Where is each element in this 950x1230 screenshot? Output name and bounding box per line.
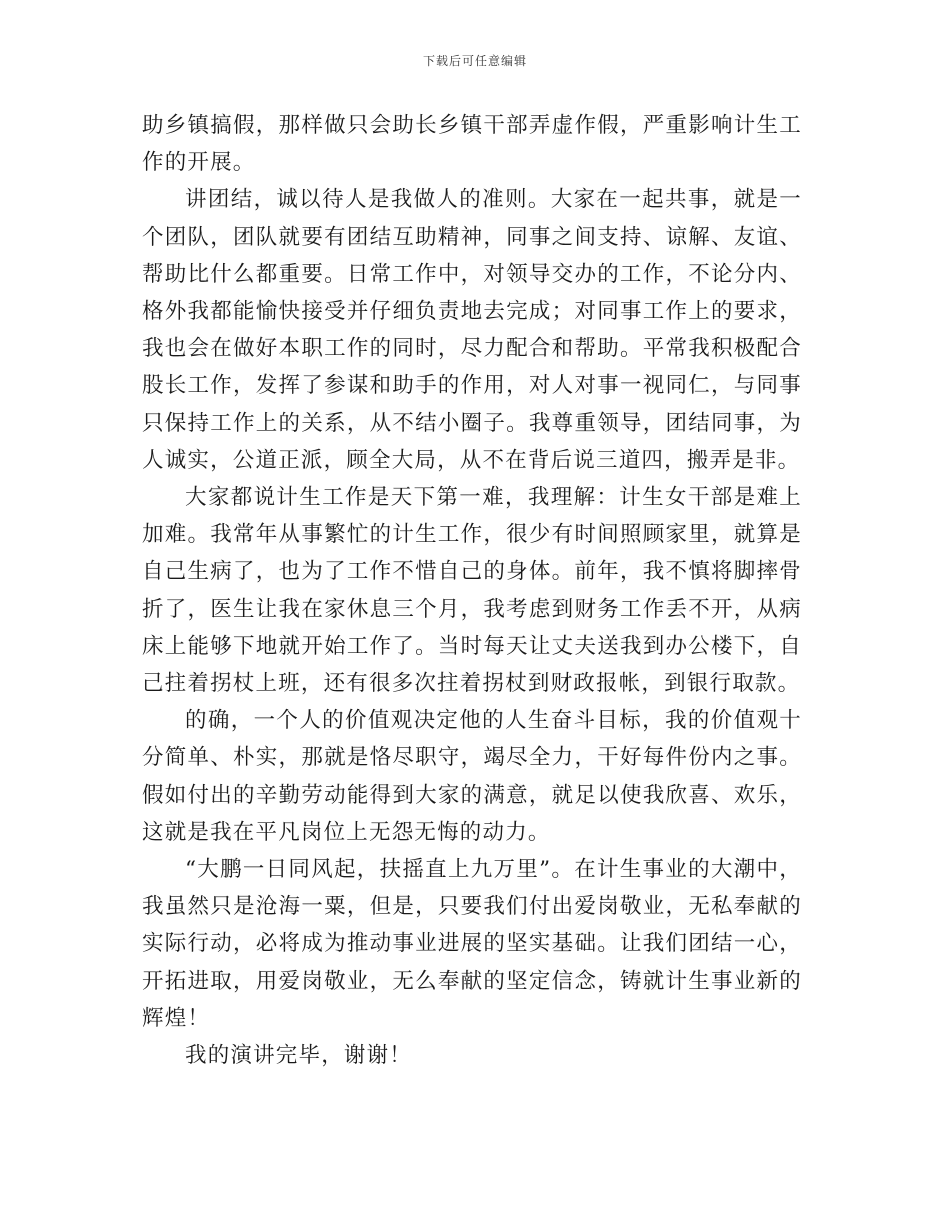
paragraph-5: “大鹏一日同风起，扶摇直上九万里”。在计生事业的大潮中，我虽然只是沧海一粟，但是，只要我们付出爱岗敬业，无私奉献的实际行动，必将成为推动事业进展的坚实基础。让我们团结一心，开拓进取，用爱岗敬业，无么奉献的坚定信念，铸就计生事业新的辉煌！ [142, 857, 802, 1031]
paragraph-3: 大家都说计生工作是天下第一难，我理解：计生女干部是难上加难。我常年从事繁忙的计生工作，很少有时间照顾家里，就算是自己生病了，也为了工作不惜自己的身体。前年，我不慎将脚摔骨折了，医生让我在家休息三个月，我考虑到财务工作丢不开，从病床上能够下地就开始工作了。当时每天让丈夫送我到办公楼下，自己拄着拐杖上班，还有很多次拄着拐杖到财政报帐，到银行取款。 [142, 485, 802, 697]
paragraph-2: 讲团结，诚以待人是我做人的准则。大家在一起共事，就是一个团队，团队就要有团结互助精神，同事之间支持、谅解、友谊、帮助比什么都重要。日常工作中，对领导交办的工作，不论分内、格外我都能愉快接受并仔细负责地去完成；对同事工作上的要求，我也会在做好本职工作的同时，尽力配合和帮助。平常我积极配合股长工作，发挥了参谋和助手的作用，对人对事一视同仁，与同事只保持工作上的关系，从不结小圈子。我尊重领导，团结同事，为人诚实，公道正派，顾全大局，从不在背后说三道四，搬弄是非。 [142, 187, 802, 473]
paragraph-1: 助乡镇搞假，那样做只会助长乡镇干部弄虚作假，严重影响计生工作的开展。 [142, 113, 802, 176]
document-body [142, 107, 802, 1074]
paragraph-6: 我的演讲完毕，谢谢！ [185, 1043, 413, 1069]
paragraph-4: 的确，一个人的价值观决定他的人生奋斗目标，我的价值观十分简单、朴实，那就是恪尽职守，竭尽全力，干好每件份内之事。假如付出的辛勤劳动能得到大家的满意，就足以使我欣喜、欢乐，这就是我在平凡岗位上无怨无悔的动力。 [142, 708, 802, 845]
page-header: 下载后可任意编辑 [422, 54, 527, 68]
